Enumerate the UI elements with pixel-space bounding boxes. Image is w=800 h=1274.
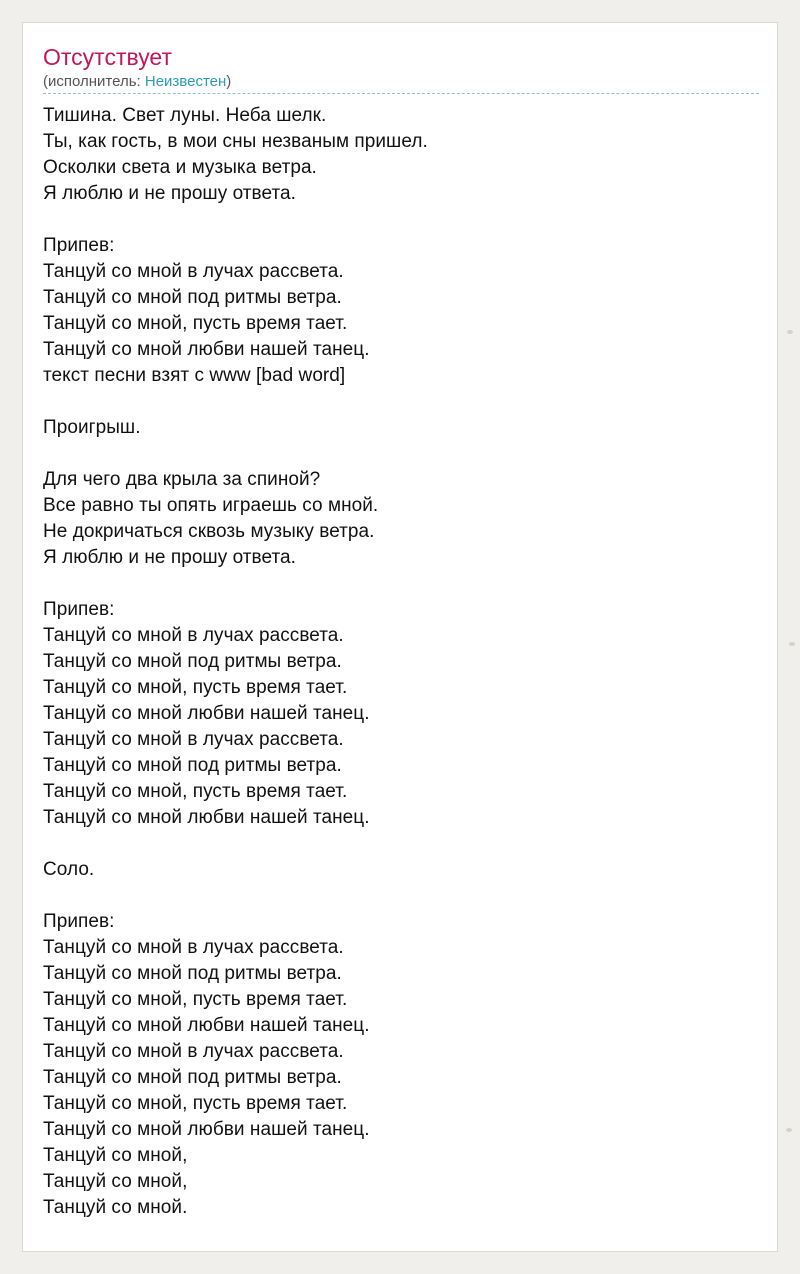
lyrics-card bbox=[22, 22, 778, 1252]
lyric-line: Танцуй со мной под ритмы ветра. bbox=[43, 287, 342, 308]
lyric-line: Танцуй со мной под ритмы ветра. bbox=[43, 651, 342, 672]
lyric-line: Припев: bbox=[43, 911, 115, 932]
lyric-line: Танцуй со мной, пусть время тает. bbox=[43, 313, 348, 334]
lyric-line: Танцуй со мной. bbox=[43, 1197, 188, 1218]
lyric-line: Все равно ты опять играешь со мной. bbox=[43, 495, 379, 516]
lyric-line: Танцуй со мной любви нашей танец. bbox=[43, 1015, 370, 1036]
lyric-line: Танцуй со мной под ритмы ветра. bbox=[43, 963, 342, 984]
lyric-line: Для чего два крыла за спиной? bbox=[43, 469, 321, 490]
lyric-blank-line bbox=[43, 441, 759, 467]
lyric-line: Не докричаться сквозь музыку ветра. bbox=[43, 521, 375, 542]
lyric-line: Танцуй со мной, пусть время тает. bbox=[43, 677, 348, 698]
lyric-line: Танцуй со мной любви нашей танец. bbox=[43, 703, 370, 724]
artist-line bbox=[43, 72, 759, 92]
lyric-line: Я люблю и не прошу ответа. bbox=[43, 547, 296, 568]
lyric-line: Танцуй со мной любви нашей танец. bbox=[43, 807, 370, 828]
background-speck bbox=[787, 330, 793, 334]
lyric-line: Осколки света и музыка ветра. bbox=[43, 157, 317, 178]
lyric-blank-line bbox=[43, 831, 759, 857]
lyric-line: Ты, как гость, в мои сны незваным пришел. bbox=[43, 131, 428, 152]
lyric-line: Проигрыш. bbox=[43, 417, 141, 438]
lyric-line: Танцуй со мной в лучах рассвета. bbox=[43, 1041, 344, 1062]
lyric-line: Танцуй со мной, пусть время тает. bbox=[43, 1093, 348, 1114]
lyric-line: Танцуй со мной в лучах рассвета. bbox=[43, 625, 344, 646]
lyrics-text bbox=[43, 103, 759, 1221]
lyric-blank-line bbox=[43, 571, 759, 597]
lyric-blank-line bbox=[43, 389, 759, 415]
background-speck bbox=[789, 642, 795, 646]
lyric-line: Припев: bbox=[43, 235, 115, 256]
lyric-line: текст песни взят с www [bad word] bbox=[43, 365, 346, 386]
lyric-line: Танцуй со мной любви нашей танец. bbox=[43, 1119, 370, 1140]
lyric-line: Танцуй со мной, пусть время тает. bbox=[43, 989, 348, 1010]
song-title: Отсутствует bbox=[43, 44, 172, 70]
lyric-line: Соло. bbox=[43, 859, 95, 880]
artist-prefix: (исполнитель: bbox=[43, 73, 145, 90]
lyric-line: Танцуй со мной в лучах рассвета. bbox=[43, 729, 344, 750]
artist-link[interactable]: Неизвестен bbox=[144, 73, 227, 90]
lyric-line: Танцуй со мной под ритмы ветра. bbox=[43, 755, 342, 776]
lyric-line: Танцуй со мной, bbox=[43, 1171, 188, 1192]
header-divider bbox=[43, 93, 759, 94]
lyric-blank-line bbox=[43, 883, 759, 909]
song-header bbox=[43, 43, 759, 92]
lyric-line: Танцуй со мной, пусть время тает. bbox=[43, 781, 348, 802]
lyric-line: Танцуй со мной под ритмы ветра. bbox=[43, 1067, 342, 1088]
lyric-blank-line bbox=[43, 207, 759, 233]
lyric-line: Я люблю и не прошу ответа. bbox=[43, 183, 296, 204]
lyric-line: Танцуй со мной в лучах рассвета. bbox=[43, 937, 344, 958]
lyric-line: Танцуй со мной, bbox=[43, 1145, 188, 1166]
background-speck bbox=[786, 1128, 792, 1132]
lyric-line: Танцуй со мной в лучах рассвета. bbox=[43, 261, 344, 282]
lyric-line: Танцуй со мной любви нашей танец. bbox=[43, 339, 370, 360]
lyric-line: Припев: bbox=[43, 599, 115, 620]
lyric-line: Тишина. Свет луны. Неба шелк. bbox=[43, 105, 327, 126]
artist-suffix: ) bbox=[226, 73, 232, 90]
